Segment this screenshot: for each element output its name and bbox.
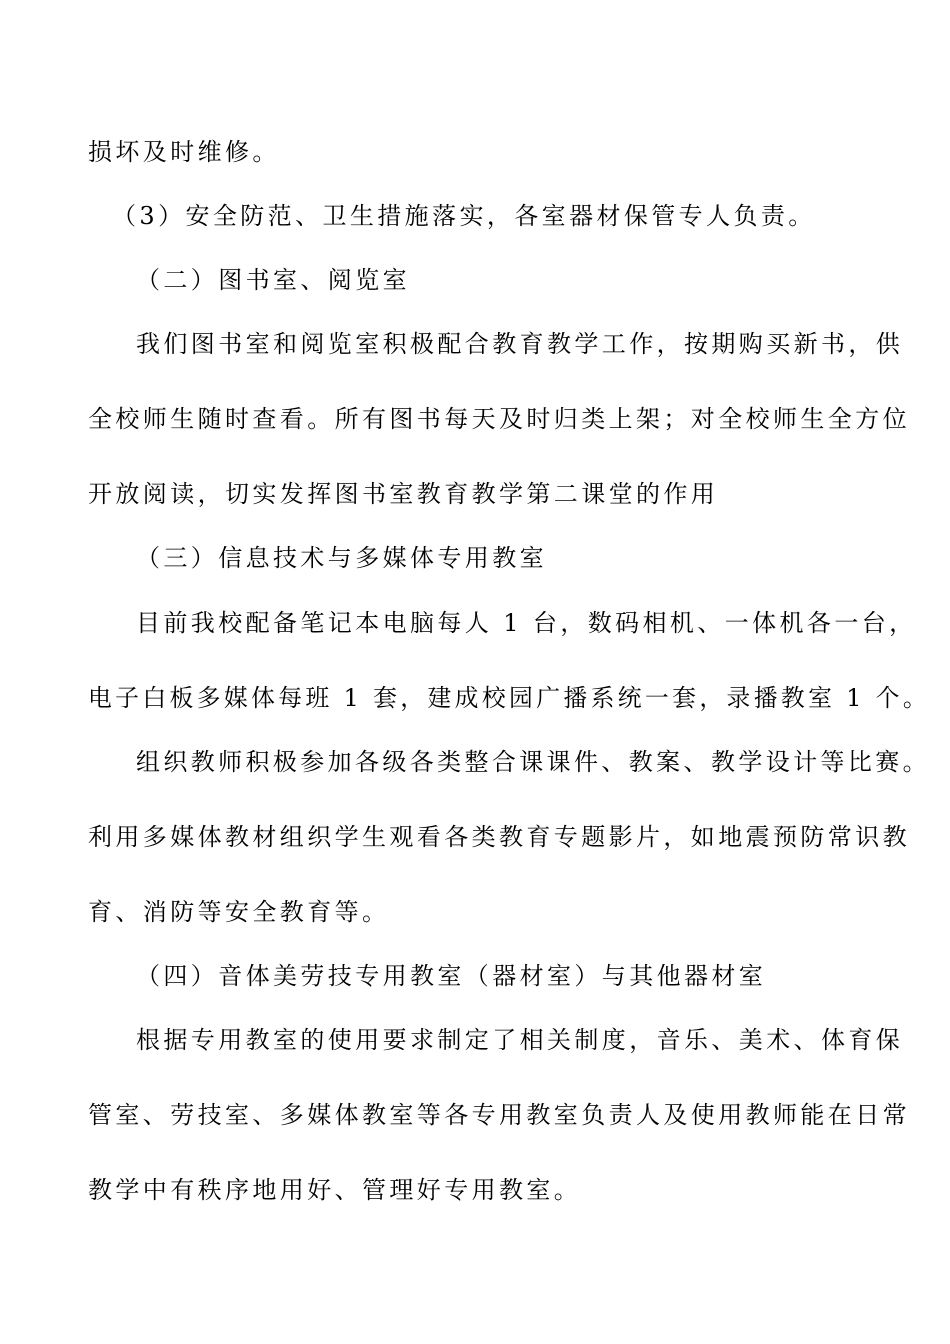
text-line: 利用多媒体教材组织学生观看各类教育专题影片，如地震预防常识教 [88,823,910,851]
text-line: 育、消防等安全教育等。 [88,898,390,926]
text-line: 目前我校配备笔记本电脑每人 1 台，数码相机、一体机各一台， [136,609,917,637]
text-line: 全校师生随时查看。所有图书每天及时归类上架；对全校师生全方位 [88,405,910,433]
section-heading-2: （二）图书室、阅览室 [136,266,410,294]
text-line: 开放阅读，切实发挥图书室教育教学第二课堂的作用 [88,480,719,508]
section-heading-4: （四）音体美劳技专用教室（器材室）与其他器材室 [136,962,767,990]
text-line: 电子白板多媒体每班 1 套，建成校园广播系统一套，录播教室 1 个。 [88,684,931,712]
section-heading-3: （三）信息技术与多媒体专用教室 [136,544,547,572]
list-item-3: （3）安全防范、卫生措施落实，各室器材保管专人负责。 [112,202,816,230]
text-line: 教学中有秩序地用好、管理好专用教室。 [88,1176,582,1204]
text-line: 根据专用教室的使用要求制定了相关制度，音乐、美术、体育保 [136,1026,904,1054]
text-line: 管室、劳技室、多媒体教室等各专用教室负责人及使用教师能在日常 [88,1101,910,1129]
text-line: 损坏及时维修。 [88,138,280,166]
text-line: 我们图书室和阅览室积极配合教育教学工作，按期购买新书，供 [136,330,904,358]
text-line: 组织教师积极参加各级各类整合课课件、教案、教学设计等比赛。 [136,748,930,776]
